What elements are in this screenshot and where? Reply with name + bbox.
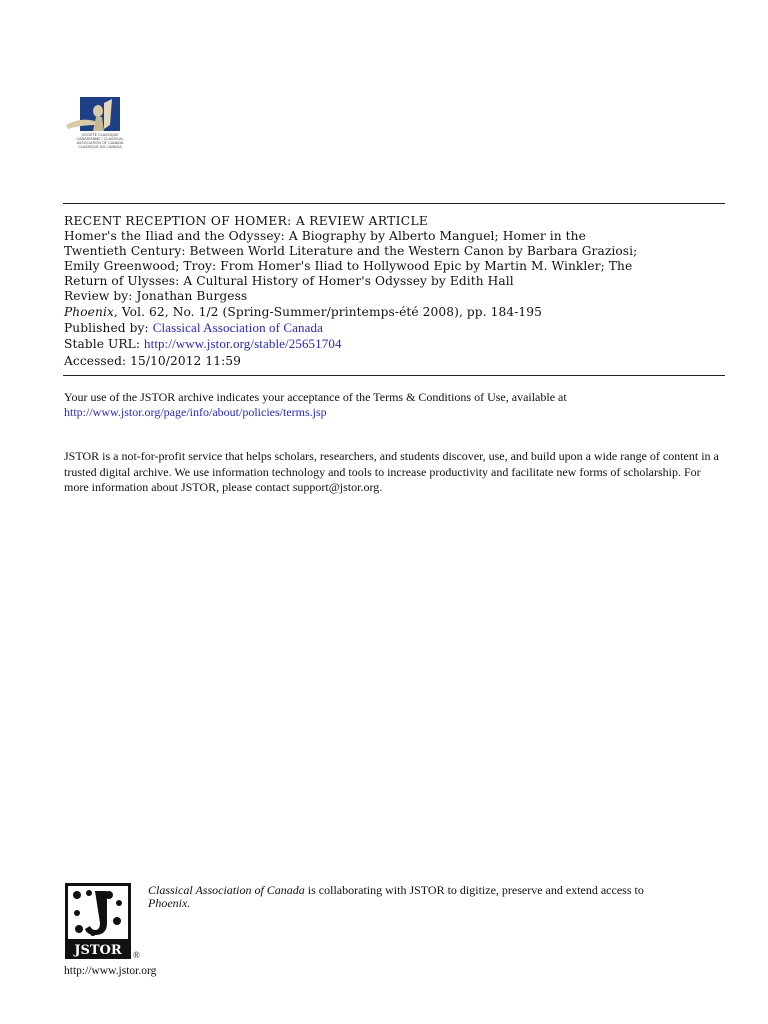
terms-notice: [64, 390, 734, 420]
collab-organization: Classical Association of Canada: [148, 883, 305, 897]
published-label: Published by:: [64, 320, 153, 335]
collab-text: is collaborating with JSTOR to digitize, preserve and extend access to: [304, 883, 644, 897]
top-divider: [63, 203, 725, 204]
publisher-link[interactable]: Classical Association of Canada: [152, 319, 323, 335]
review-by: Review by: Jonathan Burgess: [64, 289, 248, 304]
article-title: RECENT RECEPTION OF HOMER: A REVIEW ARTICLE: [64, 214, 429, 228]
middle-divider: [63, 375, 725, 376]
published-by-line: [64, 320, 734, 336]
works-line-3: Emily Greenwood; Troy: From Homer's Iliad to Hollywood Epic by Martin M. Winkler; The: [64, 259, 633, 274]
works-line-1: Homer's the Iliad and the Odyssey: A Biography by Alberto Manguel; Homer in the: [64, 229, 586, 244]
accessed-date: Accessed: 15/10/2012 11:59: [64, 353, 242, 368]
jstor-about-paragraph: JSTOR is a not-for-profit service that helps scholars, researchers, and students discover, use, and build upon a wide range of content in a trusted digital archive. We use information technology and tools to increase productivity and facilitate new forms of scholarship. For more information about JSTOR, please contact support@jstor.org.: [64, 449, 719, 494]
collaboration-notice: [148, 884, 728, 909]
terms-link[interactable]: http://www.jstor.org/page/info/about/policies/terms.jsp: [64, 405, 327, 419]
article-metadata: [64, 214, 734, 369]
logo-text-line-3: ASSOCIATION OF CANADA: [76, 141, 124, 145]
logo-text-line-2: CANADIENNE / CLASSICAL: [76, 137, 124, 141]
registered-mark: ®: [133, 950, 140, 960]
jstor-logo[interactable]: [65, 883, 131, 959]
citation-line: [64, 305, 734, 320]
journal-name: Phoenix: [64, 304, 114, 319]
stable-url-label: Stable URL:: [64, 336, 145, 351]
terms-text: Your use of the JSTOR archive indicates your acceptance of the Terms & Conditions of Use, available at: [64, 390, 567, 404]
jstor-logo-text: JSTOR: [74, 943, 122, 958]
logo-text-line-1: SOCIÉTÉ CLASSIQUE: [81, 133, 119, 137]
works-line-4: Return of Ulysses: A Cultural History of Homer's Odyssey by Edith Hall: [64, 274, 514, 289]
stable-url-link[interactable]: http://www.jstor.org/stable/25651704: [144, 335, 342, 351]
logo-text-line-4: CLASSIQUE DU CANADA: [78, 145, 122, 149]
jstor-url[interactable]: http://www.jstor.org: [64, 965, 157, 977]
citation-detail: , Vol. 62, No. 1/2 (Spring-Summer/printemps-été 2008), pp. 184-195: [113, 304, 542, 319]
collab-journal: Phoenix.: [148, 895, 191, 910]
works-line-2: Twentieth Century: Between World Literature and the Western Canon by Barbara Graziosi;: [64, 244, 638, 259]
stable-url-line: [64, 336, 734, 352]
society-logo: [60, 95, 140, 157]
